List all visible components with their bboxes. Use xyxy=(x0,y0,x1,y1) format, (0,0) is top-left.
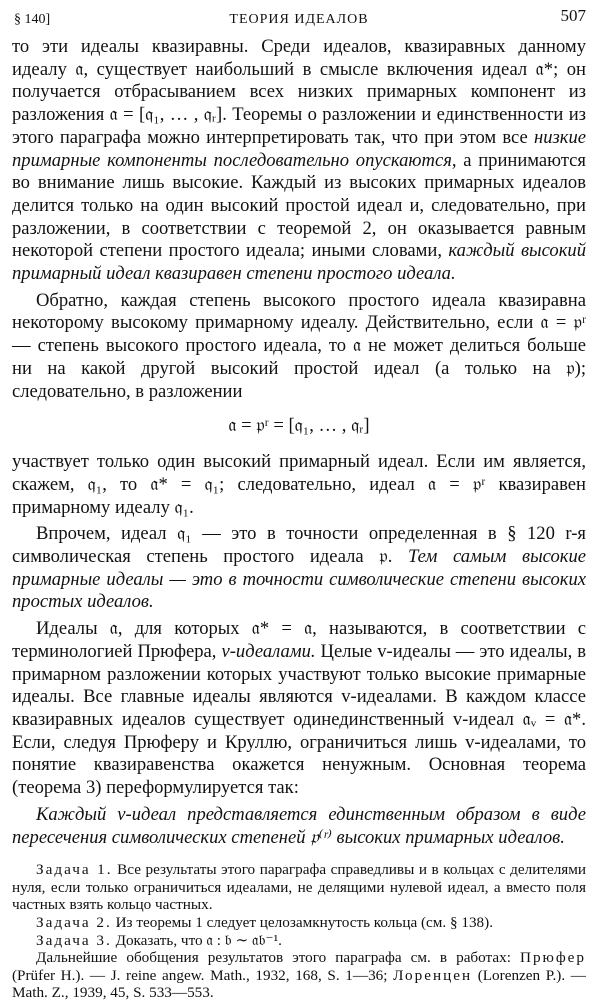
exercises-block xyxy=(12,861,586,1002)
exercise-3-text: Доказать, что 𝔞 : 𝔟 ∼ 𝔞𝔟⁻¹. xyxy=(111,931,282,949)
author-lorenzen: Лоренцен xyxy=(393,966,473,984)
exercise-3 xyxy=(12,932,586,950)
p1-text-a: то эти идеалы квазиравны. Среди идеалов, квазиравных данному идеалу 𝔞, существует наибольший в смысле включения идеал 𝔞*; он получается отбрасыванием всех низких примарных компонент из разложения 𝔞 = [𝔮₁, … , 𝔮ᵣ]. Теоремы о разложении и единственности из этого параграфа можно интерпретировать так, что при этом все xyxy=(12,36,586,148)
p1-italic-1: низкие примарные компоненты последовательно опускаются xyxy=(12,126,586,171)
exercise-1 xyxy=(12,861,586,914)
paragraph-4 xyxy=(12,523,586,614)
p5-text-a: Идеалы 𝔞, для которых 𝔞* = 𝔞, называются, в соответствии с терминологией Прюфера, xyxy=(12,618,586,662)
p4-italic: Тем самым высокие примарные идеалы — это в точности символические степени высоких простых идеалов. xyxy=(12,546,586,613)
running-header xyxy=(12,6,586,36)
p4-text: Впрочем, идеал 𝔮₁ — это в точности определенная в § 120 r-я символическая степень простого идеала 𝔭. xyxy=(12,523,586,568)
further-reading xyxy=(12,949,586,1002)
paragraph-2: Обратно, каждая степень высокого простого идеала квазиравна некоторому высокому примарному идеалу. Действительно, если 𝔞 = 𝔭ʳ — степень высокого простого идеала, то 𝔞 не может делиться больше ни на какой другой высокий простой идеал (а только на 𝔭); следовательно, в разложении xyxy=(12,289,586,402)
exercise-2-label: Задача 2. xyxy=(36,913,112,931)
p1-italic-2: каждый высокий примарный идеал квазиравен степени простого идеала. xyxy=(12,240,587,285)
paragraph-1 xyxy=(12,36,586,286)
main-text xyxy=(12,36,586,849)
display-formula: 𝔞 = 𝔭ʳ = [𝔮₁, … , 𝔮ᵣ] xyxy=(228,415,370,437)
p5-italic: v-идеалами. xyxy=(221,640,316,662)
paragraph-3: участвует только один высокий примарный идеал. Если им является, скажем, 𝔮₁, то 𝔞* = 𝔮₁; следовательно, идеал 𝔞 = 𝔭ʳ квазиравен примарному идеалу 𝔮₁. xyxy=(12,451,586,518)
further-text-c: (Lorenzen P.). — Math. Z., 1939, 45, S. 533—553. xyxy=(12,966,586,1002)
further-text-b: (Prüfer H.). — J. reine angew. Math., 1932, 168, S. 1—36; xyxy=(12,966,394,984)
exercise-2-text: Из теоремы 1 следует целозамкнутость кольца (см. § 138). xyxy=(111,913,494,931)
exercise-1-text: Все результаты этого параграфа справедливы и в кольцах с делителями нуля, если только ограничиться идеалами, не делящими нулевой идеал, а вместо поля частных взять кольцо частных. xyxy=(12,861,587,914)
exercise-3-label: Задача 3. xyxy=(36,931,112,949)
running-title: ТЕОРИЯ ИДЕАЛОВ xyxy=(229,12,369,27)
further-text-a: Дальнейшие обобщения результатов этого параграфа см. в работах: xyxy=(36,949,520,967)
exercise-2 xyxy=(12,914,586,932)
page-number: 507 xyxy=(560,6,586,25)
section-ref: § 140] xyxy=(14,12,51,27)
paragraph-6-theorem xyxy=(12,804,586,849)
p5-text-b: Целые v-идеалы — это идеалы, в примарном разложении которых участвуют только высокие примарные идеалы. Все главные идеалы являются v-идеалами. В каждом классе квазиравных идеалов существует одинединственный v-идеал 𝔞ᵥ = 𝔞*. Если, следуя Прюферу и Круллю, ограничиться лишь v-идеалами, то понятие квазиравенства окажется ненужным. Основная теорема (теорема 3) переформулируется так: xyxy=(12,640,587,799)
exercise-1-label: Задача 1. xyxy=(36,861,113,879)
p6-italic: Каждый v-идеал представляется единственным образом в виде пересечения символических степеней 𝔭⁽ʳ⁾ высоких примарных идеалов. xyxy=(12,803,586,848)
author-prufer: Прюфер xyxy=(520,949,586,967)
p1-text-b: , а принимаются во внимание лишь высокие. Каждый из высоких примарных идеалов делится только на один высокий простой идеал и, следовательно, при разложении, в соответствии с теоремой 2, он оказывается равным некоторой степени простого идеала; иными словами, xyxy=(12,149,586,262)
paragraph-5 xyxy=(12,618,586,800)
